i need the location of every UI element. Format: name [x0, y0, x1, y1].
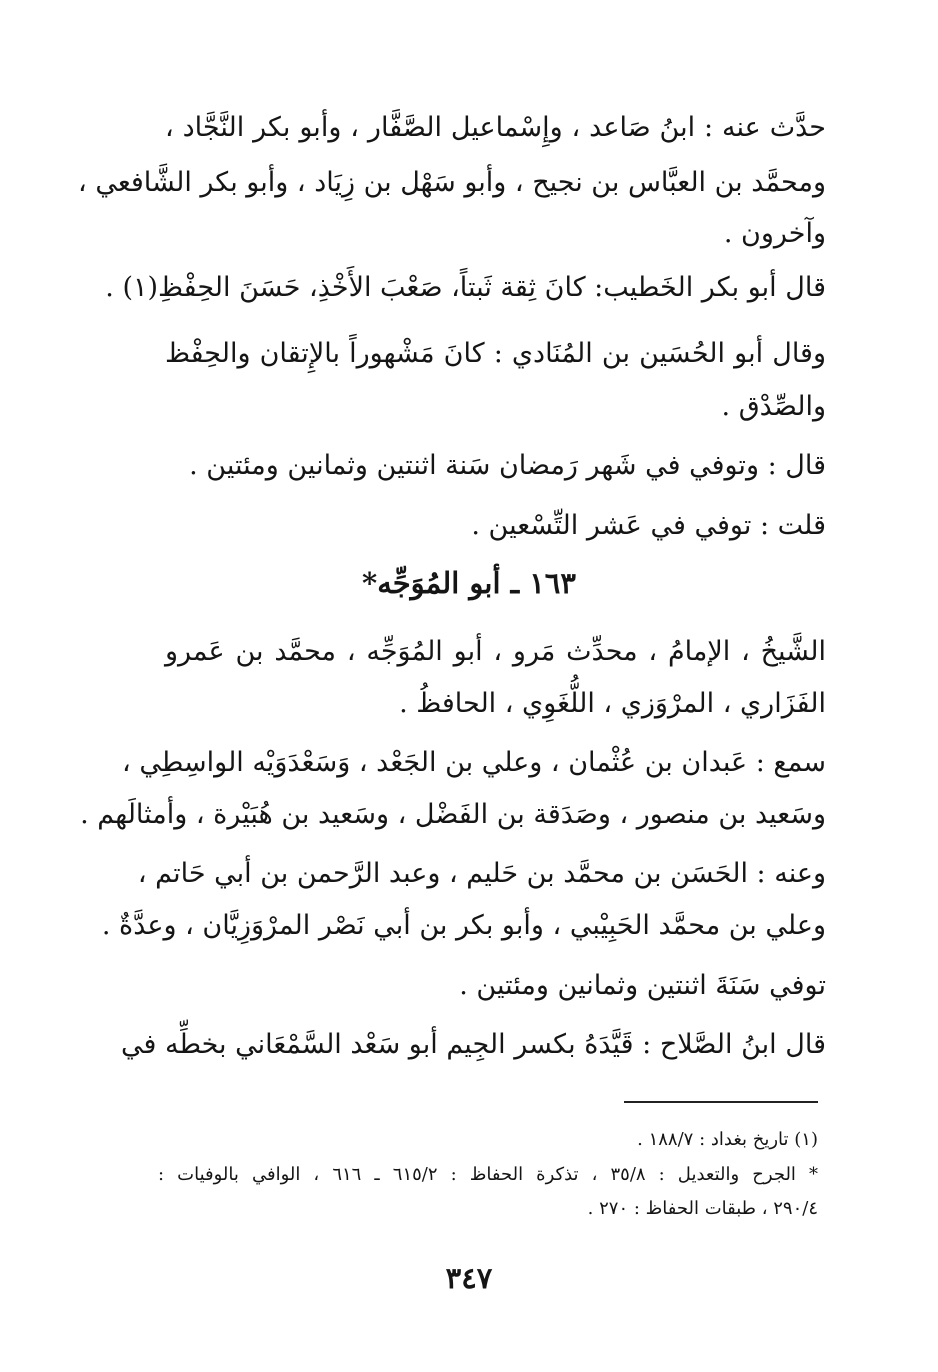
- body-line-5: وقال أبو الحُسَين بن المُنَادي : كانَ مَشْهوراً بالإِتقان والحِفْظ: [165, 338, 826, 369]
- page-number: ٣٤٧: [445, 1261, 493, 1295]
- footnote-2: * الجرح والتعديل : ٣٥/٨ ، تذكرة الحفاظ : ٦١٥/٢ ـ ٦١٦ ، الوافي بالوفيات :: [158, 1164, 818, 1185]
- body-line-16: قال ابنُ الصَّلاح : قَيَّدَهُ بكسر الجِيم أبو سَعْد السَّمْعَاني بخطِّه في: [120, 1029, 826, 1060]
- entry-heading: ١٦٣ ـ أبو المُوَجِّه*: [362, 566, 576, 600]
- body-line-10: الفَزَاري ، المرْوَزي ، اللُّغَوِي ، الحافظُ .: [399, 688, 826, 719]
- body-line-8: قلت : توفي في عَشر التِّسْعين .: [471, 510, 826, 541]
- body-line-1: حدَّث عنه : ابنُ صَاعد ، وإِسْماعيل الصَّفَّار ، وأبو بكر النَّجَّاد ،: [165, 112, 826, 143]
- body-line-15: توفي سَنَةَ اثنتين وثمانين ومئتين .: [459, 970, 826, 1001]
- body-line-12: وسَعيد بن منصور ، وصَدَقة بن الفَضْل ، وسَعيد بن هُبَيْرة ، وأمثالَهم .: [80, 799, 826, 830]
- body-line-9: الشَّيخُ ، الإمامُ ، محدِّث مَرو ، أبو المُوَجِّه ، محمَّد بن عَمرو: [165, 636, 826, 667]
- body-line-11: سمع : عَبدان بن عُثْمان ، وعلي بن الجَعْد ، وَسَعْدَوَيْه الواسِطِي ،: [122, 747, 826, 778]
- body-line-4: قال أبو بكر الخَطيب: كانَ ثِقة ثَبتاً، صَعْبَ الأَخْذِ، حَسَنَ الحِفْظِ(١) .: [105, 272, 826, 303]
- body-line-7: قال : وتوفي في شَهر رَمضان سَنة اثنتين وثمانين ومئتين .: [189, 450, 826, 481]
- body-line-3: وآخرون .: [723, 218, 826, 249]
- footnote-1: (١) تاريخ بغداد : ١٨٨/٧ .: [637, 1129, 818, 1150]
- body-line-6: والصِّدْق .: [721, 391, 826, 422]
- body-line-2: ومحمَّد بن العبَّاس بن نجيح ، وأبو سَهْل بن زِيَاد ، وأبو بكر الشَّافعي ،: [78, 167, 826, 198]
- body-line-14: وعلي بن محمَّد الحَبِيْبي ، وأبو بكر بن أبي نَصْر المرْوَزِيَّان ، وعدَّةٌ .: [101, 910, 826, 941]
- footnote-3: ٢٩٠/٤ ، طبقات الحفاظ : ٢٧٠ .: [587, 1198, 818, 1219]
- footnote-separator: [624, 1101, 818, 1103]
- body-line-13: وعنه : الحَسَن بن محمَّد بن حَليم ، وعبد الرَّحمن بن أبي حَاتم ،: [137, 858, 826, 889]
